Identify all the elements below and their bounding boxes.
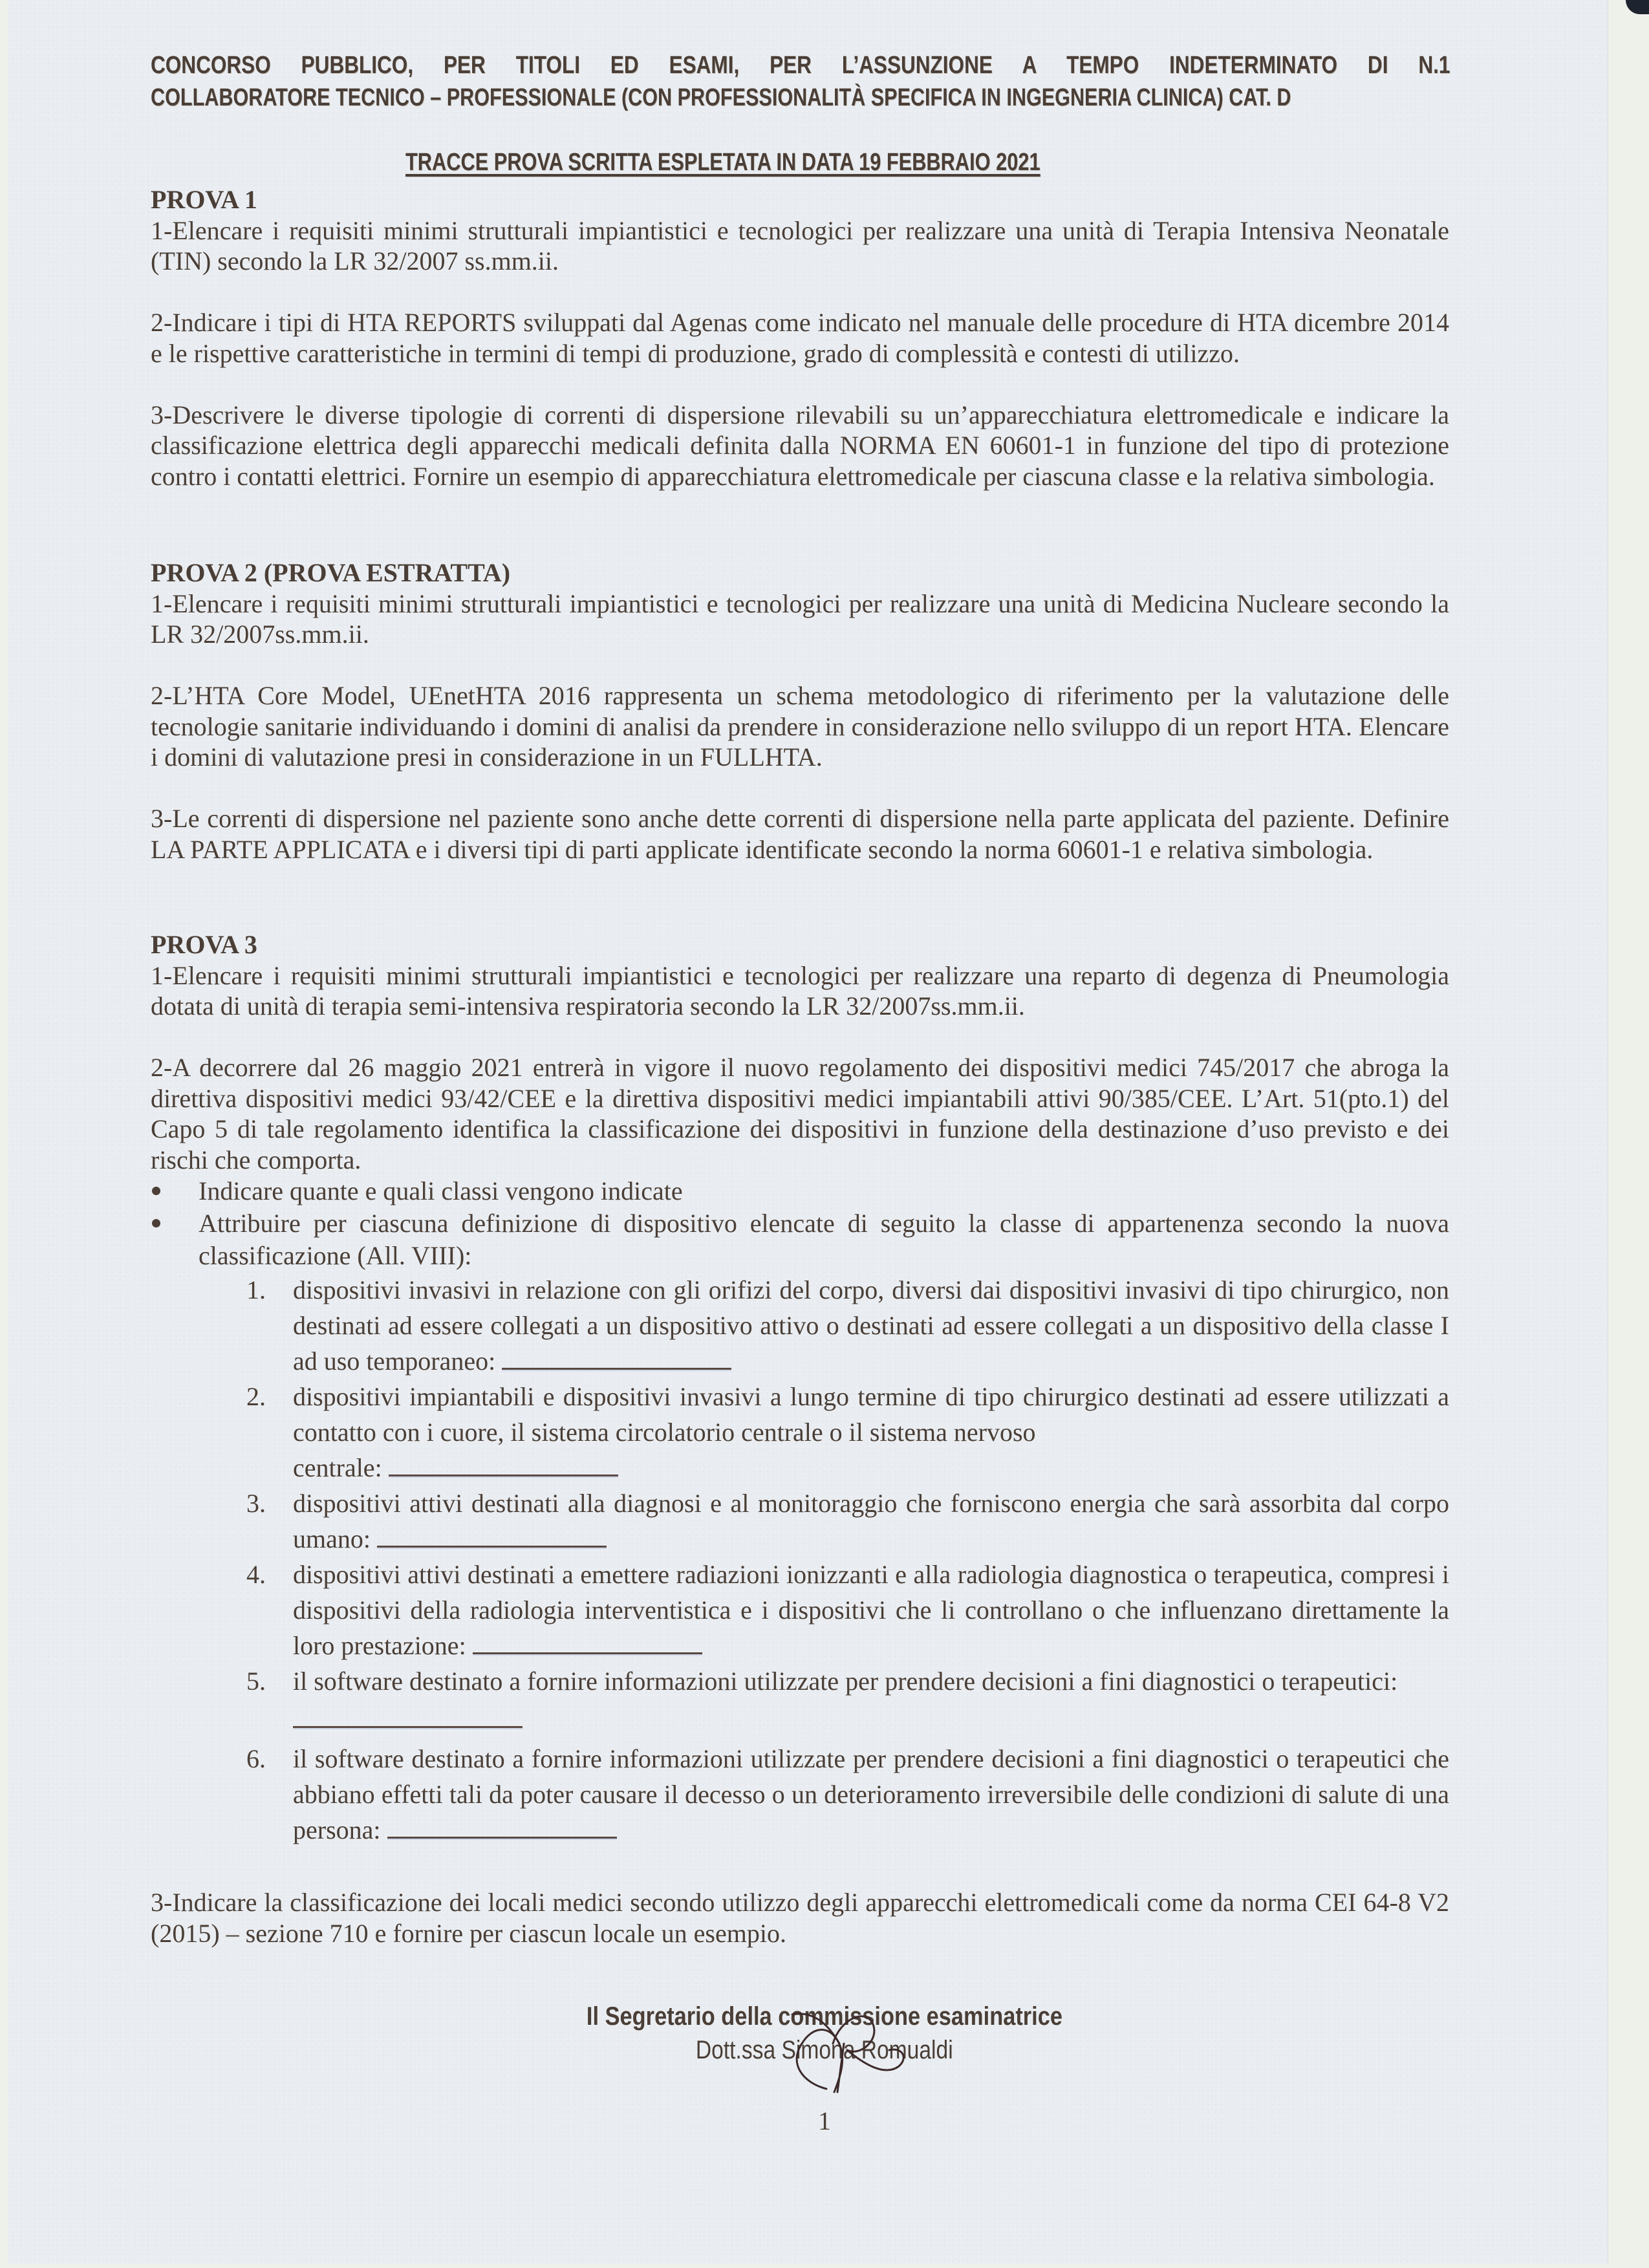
- item-text-continued: centrale:: [293, 1453, 382, 1482]
- item-text: dispositivi attivi destinati a emettere radiazioni ionizzanti e alla radiologia diagnostica o terapeutica, compresi i dispositivi della radiologia interventistica e i dispositivi che li controllano o che influenzano direttamente la loro prestazione:: [293, 1560, 1449, 1660]
- document-header: [151, 49, 1450, 114]
- item-number: 1.: [246, 1275, 266, 1304]
- prova-2-title: PROVA 2 (PROVA ESTRATTA): [151, 558, 511, 587]
- bullet-text: Indicare quante e quali classi vengono indicate: [199, 1176, 683, 1205]
- prova-2-question-1: 1-Elencare i requisiti minimi strutturali impiantistici e tecnologici per realizzare una unità di Medicina Nucleare secondo la LR 32/2007ss.mm.ii.: [151, 589, 1449, 649]
- item-number: 3.: [246, 1489, 266, 1518]
- item-number: 5.: [246, 1667, 266, 1696]
- prova-3-bullet-list: [151, 1175, 1449, 1272]
- prova-3-question-3-block: [151, 1887, 1449, 1949]
- item-text: dispositivi impiantabili e dispositivi invasivi a lungo termine di tipo chirurgico destinati ad essere utilizzati a contatto con i cuore, il sistema circolatorio centrale o il sistema nervoso: [293, 1382, 1449, 1447]
- answer-blank[interactable]: [387, 1817, 617, 1839]
- prova-1-question-2: 2-Indicare i tipi di HTA REPORTS sviluppati dal Agenas come indicato nel manuale delle procedure di HTA dicembre 2014 e le rispettive caratteristiche in termini di tempi di produzione, grado di complessità e contesti di utilizzo.: [151, 308, 1449, 368]
- handwritten-signature-icon: [776, 2005, 925, 2095]
- page-number: 1: [818, 2106, 831, 2135]
- item-text: il software destinato a fornire informazioni utilizzate per prendere decisioni a fini diagnostici o terapeutici che abbiano effetti tali da poter causare il decesso o un deterioramento irreversibile delle condizioni di salute di una persona:: [293, 1744, 1449, 1844]
- item-text: il software destinato a fornire informazioni utilizzate per prendere decisioni a fini diagnostici o terapeutici:: [293, 1667, 1398, 1696]
- list-item-4: [151, 1557, 1449, 1663]
- prova-1-title: PROVA 1: [151, 185, 257, 214]
- item-number: 2.: [246, 1382, 266, 1411]
- list-item-2: [151, 1379, 1449, 1485]
- prova-1-question-1: 1-Elencare i requisiti minimi strutturali impiantistici e tecnologici per realizzare una unità di Terapia Intensiva Neonatale (TIN) secondo la LR 32/2007 ss.mm.ii.: [151, 215, 1449, 275]
- answer-blank[interactable]: [293, 1699, 523, 1728]
- prova-2-question-2: 2-L’HTA Core Model, UEnetHTA 2016 rappresenta un schema metodologico di riferimento per la valutazione delle tecnologie sanitarie individuando i domini di analisi da prendere in considerazione nello sviluppo di un report HTA. Elencare i domini di valutazione presi in considerazione in un FULLHTA.: [151, 681, 1449, 772]
- prova-3-question-1: 1-Elencare i requisiti minimi strutturali impiantistici e tecnologici per realizzare una reparto di degenza di Pneumologia dotata di unità di terapia semi-intensiva respiratoria secondo la LR 32/2007ss.mm.ii.: [151, 960, 1449, 1021]
- bullet-item: [151, 1175, 1449, 1207]
- list-item-6: [151, 1741, 1449, 1848]
- bullet-text: Attribuire per ciascuna definizione di dispositivo elencate di seguito la classe di appartenenza secondo la nuova classificazione (All. VIII):: [199, 1209, 1449, 1270]
- item-number: 6.: [246, 1744, 266, 1773]
- section-prova-3: [151, 929, 1449, 1848]
- item-text: dispositivi invasivi in relazione con gli orifizi del corpo, diversi dai dispositivi invasivi di tipo chirurgico, non destinati ad essere collegati a un dispositivo attivo o destinati ad essere collegati a un dispositivo della classe I ad uso temporaneo:: [293, 1275, 1449, 1376]
- item-text: dispositivi attivi destinati alla diagnosi e al monitoraggio che forniscono energia che sarà assorbita dal corpo umano:: [293, 1489, 1449, 1553]
- answer-blank[interactable]: [502, 1348, 731, 1370]
- document-subtitle: TRACCE PROVA SCRITTA ESPLETATA IN DATA 19 FEBBRAIO 2021: [405, 149, 1040, 176]
- section-prova-1: [151, 184, 1449, 491]
- list-item-3: [151, 1485, 1449, 1557]
- prova-3-title: PROVA 3: [151, 930, 257, 959]
- signatory-name: Dott.ssa Simona Romualdi: [696, 2036, 953, 2064]
- prova-2-question-3: 3-Le correnti di dispersione nel paziente sono anche dette correnti di dispersione nella parte applicata del paziente. Definire LA PARTE APPLICATA e i diversi tipi di parti applicate identificate secondo la norma 60601-1 e relativa simbologia.: [151, 804, 1449, 864]
- list-item-1: [151, 1272, 1449, 1379]
- prova-3-question-2-intro: 2-A decorrere dal 26 maggio 2021 entrerà in vigore il nuovo regolamento dei dispositivi medici 745/2017 che abroga la direttiva dispositivi medici 93/42/CEE e la direttiva dispositivi medici impiantabili attivi 90/385/CEE. L’Art. 51(pto.1) del Capo 5 di tale regolamento identifica la classificazione dei dispositivi in funzione della destinazione d’uso previsto e dei rischi che comporta.: [151, 1053, 1449, 1174]
- answer-blank[interactable]: [389, 1455, 618, 1476]
- bullet-icon: [152, 1187, 160, 1195]
- bullet-item: [151, 1207, 1449, 1272]
- signatory-role: Il Segretario della commissione esaminatrice: [586, 2002, 1063, 2031]
- header-line-2: COLLABORATORE TECNICO – PROFESSIONALE (CON PROFESSIONALITÀ SPECIFICA IN INGEGNERIA CLINICA) CAT. D: [151, 84, 1291, 111]
- section-prova-2: [151, 557, 1449, 865]
- prova-3-question-3: 3-Indicare la classificazione dei locali medici secondo utilizzo degli apparecchi elettromedicali come da norma CEI 64-8 V2 (2015) – sezione 710 e fornire per ciascun locale un esempio.: [151, 1888, 1449, 1948]
- list-item-5: [151, 1663, 1449, 1728]
- prova-1-question-3: 3-Descrivere le diverse tipologie di correnti di dispersione rilevabili su un’apparecchiatura elettromedicale e indicare la classificazione elettrica degli apparecchi medicali definita dalla NORMA EN 60601-1 in funzione del tipo di protezione contro i contatti elettrici. Fornire un esempio di apparecchiatura elettromedicale per ciascuna classe e la relativa simbologia.: [151, 400, 1449, 491]
- item-number: 4.: [246, 1560, 266, 1589]
- bullet-icon: [152, 1219, 160, 1227]
- device-classification-list: [151, 1272, 1449, 1848]
- answer-blank[interactable]: [473, 1633, 702, 1654]
- header-line-1: CONCORSO PUBBLICO, PER TITOLI ED ESAMI, PER L’ASSUNZIONE A TEMPO INDETERMINATO DI N.1: [151, 52, 1450, 79]
- answer-blank[interactable]: [377, 1526, 607, 1548]
